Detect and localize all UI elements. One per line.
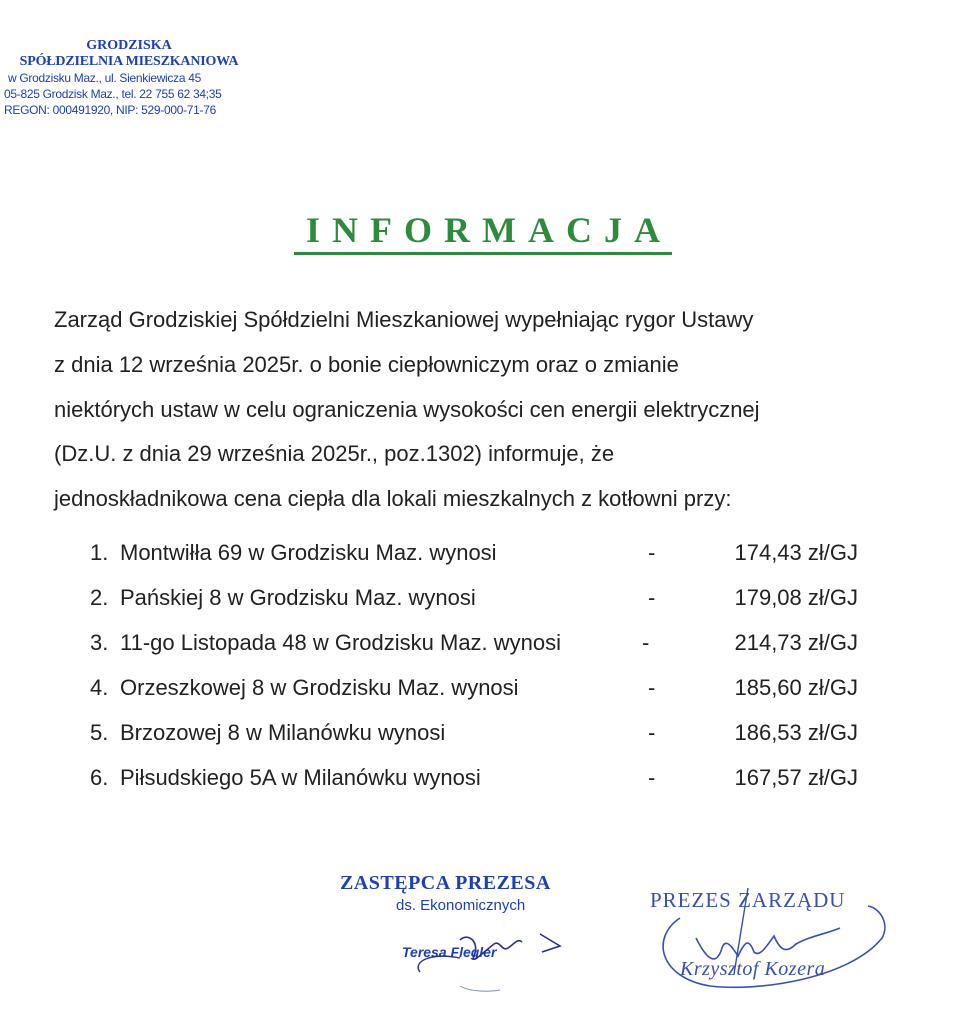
row-price: 186,53 zł/GJ — [734, 720, 858, 745]
stamp-line-ids: REGON: 000491920, NIP: 529-000-71-76 — [4, 103, 217, 117]
paragraph-line: Zarząd Grodziskiej Spółdzielni Mieszkaniowej wypełniając rygor Ustawy — [54, 307, 754, 332]
paragraph-line: niektórych ustaw w celu ograniczenia wysokości cen energii elektrycznej — [54, 396, 760, 422]
row-dash: - — [648, 540, 656, 565]
row-price: 214,73 zł/GJ — [734, 630, 858, 655]
row-price: 167,57 zł/GJ — [734, 765, 858, 790]
deputy-handwritten-signature — [390, 912, 590, 992]
intro-paragraph — [54, 298, 934, 522]
row-location: Orzeszkowej 8 w Grodzisku Maz. wynosi — [120, 675, 519, 700]
price-row — [90, 761, 890, 806]
row-number: 6. — [90, 765, 109, 790]
price-row — [90, 626, 890, 671]
row-number: 3. — [90, 630, 109, 655]
row-number: 1. — [90, 540, 109, 565]
price-row — [90, 716, 890, 761]
row-number: 5. — [90, 720, 109, 745]
row-location: 11-go Listopada 48 w Grodzisku Maz. wynosi — [120, 630, 562, 655]
row-dash: - — [648, 675, 656, 700]
row-dash: - — [648, 720, 656, 745]
row-number: 4. — [90, 675, 109, 700]
row-location: Pańskiej 8 w Grodzisku Maz. wynosi — [120, 585, 476, 610]
price-list — [90, 536, 890, 806]
deputy-title: ZASTĘPCA PREZESA — [340, 872, 551, 894]
stamp-line-type: SPÓŁDZIELNIA MIESZKANIOWA — [19, 54, 239, 69]
row-number: 2. — [90, 585, 109, 610]
row-dash: - — [648, 765, 656, 790]
deputy-name: Teresa Flegler — [402, 944, 497, 960]
row-dash: - — [648, 585, 656, 610]
president-name: Krzysztof Kozera — [680, 958, 826, 980]
row-dash: - — [642, 630, 650, 655]
president-signature-block — [650, 888, 910, 980]
row-location: Piłsudskiego 5A w Milanówku wynosi — [120, 765, 481, 790]
stamp-line-contact: 05-825 Grodzisk Maz., tel. 22 755 62 34;35 — [4, 87, 222, 101]
paragraph-line: jednoskładnikowa cena ciepła dla lokali mieszkalnych z kotłowni przy: — [54, 486, 732, 512]
president-title: PREZES ZARZĄDU — [650, 888, 846, 912]
row-price: 174,43 zł/GJ — [734, 540, 858, 565]
stamp-line-name: GRODZISKA — [86, 38, 172, 53]
row-price: 185,60 zł/GJ — [734, 675, 858, 700]
row-price: 179,08 zł/GJ — [734, 585, 858, 610]
deputy-signature-block — [340, 872, 600, 960]
title-text: INFORMACJA — [294, 208, 672, 255]
document-title — [0, 208, 966, 255]
paragraph-line: z dnia 12 września 2025r. o bonie ciepłowniczym oraz o zmianie — [54, 351, 679, 377]
deputy-subtitle: ds. Ekonomicznych — [396, 897, 526, 914]
cooperative-stamp — [4, 38, 254, 118]
president-handwritten-signature — [650, 878, 900, 998]
price-row — [90, 581, 890, 626]
row-location: Montwiłła 69 w Grodzisku Maz. wynosi — [120, 540, 497, 565]
stamp-line-address: w Grodzisku Maz., ul. Sienkiewicza 45 — [8, 71, 201, 85]
price-row — [90, 536, 890, 581]
paragraph-line: (Dz.U. z dnia 29 września 2025r., poz.1302) informuje, że — [54, 441, 615, 467]
price-row — [90, 671, 890, 716]
row-location: Brzozowej 8 w Milanówku wynosi — [120, 720, 446, 745]
